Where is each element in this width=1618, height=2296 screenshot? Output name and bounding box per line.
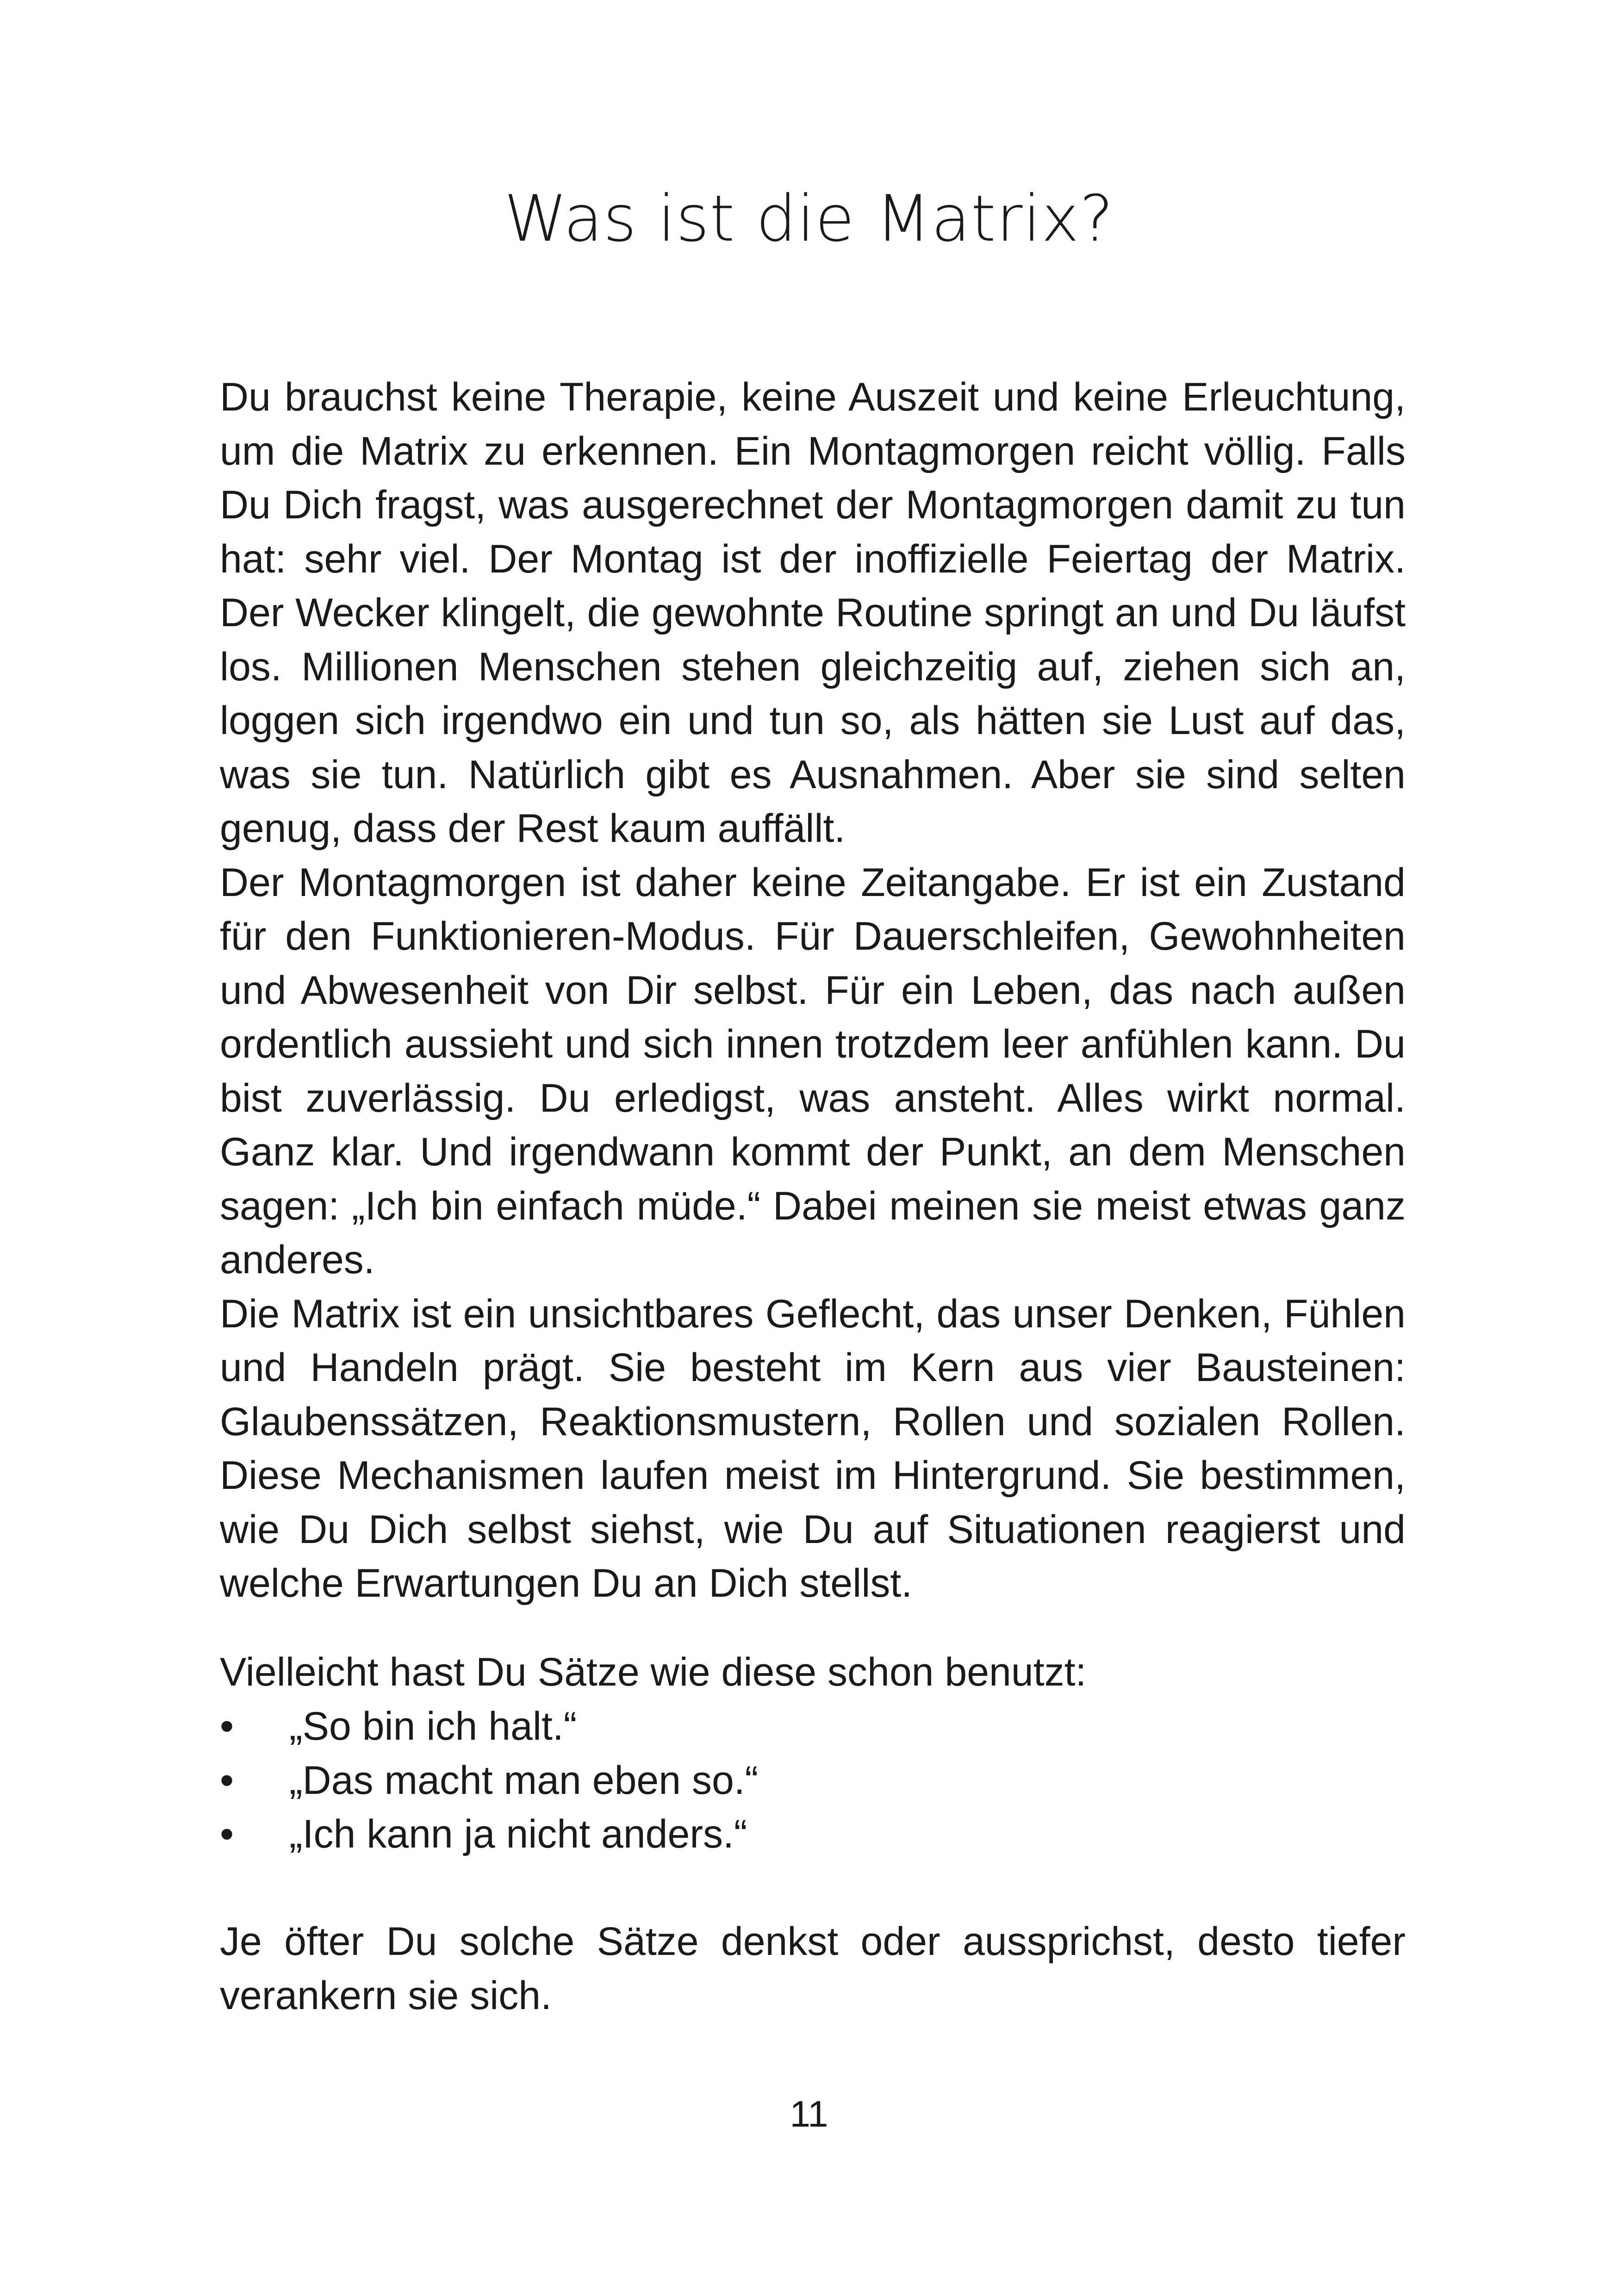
quote-text: „Ich kann ja nicht anders.“ — [289, 1812, 747, 1856]
chapter-title: Was ist die Matrix? — [504, 181, 1114, 256]
paragraph-matrix-definition: Die Matrix ist ein unsichtbares Geflecht, das unser Denken, Fühlen und Handeln prägt. Sie besteht im Kern aus vier Bausteinen: Glaubenssätzen, Reaktionsmustern, Rollen und sozialen Rollen. Diese Mechanismen laufen meist im Hintergrund. Sie bestimmen, wie Du Dich selbst siehst, wie Du auf Situationen reagierst und welche Erwartungen Du an Dich stellst. — [220, 1291, 1406, 1605]
bullet-icon: • — [220, 1758, 234, 1803]
quote-list — [220, 1699, 1406, 1861]
main-text-block — [220, 370, 1406, 1611]
list-item — [220, 1699, 1406, 1754]
bullet-icon: • — [220, 1704, 234, 1748]
bullet-icon: • — [220, 1812, 234, 1856]
page-number: 11 — [790, 2093, 828, 2134]
quote-text: „Das macht man eben so.“ — [289, 1758, 759, 1803]
paragraph-functioning-mode: Der Montagmorgen ist daher keine Zeitangabe. Er ist ein Zustand für den Funktionieren-Modus. Für Dauerschleifen, Gewohnheiten und Abwesenheit von Dir selbst. Für ein Leben, das nach außen ordentlich aussieht und sich innen trotzdem leer anfühlen kann. Du bist zuverlässig. Du erledigst, was ansteht. Alles wirkt normal. Ganz klar. Und irgendwann kommt der Punkt, an dem Menschen sagen: „Ich bin einfach müde.“ Dabei meinen sie meist etwas ganz anderes. — [220, 860, 1406, 1282]
list-item — [220, 1754, 1406, 1808]
closing-paragraph: Je öfter Du solche Sätze denkst oder aussprichst, desto tiefer verankern sie sich. — [220, 1919, 1406, 2018]
list-item — [220, 1807, 1406, 1861]
paragraph-monday-morning: Du brauchst keine Therapie, keine Auszeit und keine Erleuchtung, um die Matrix zu erkennen. Ein Montagmorgen reicht völlig. Falls Du Dich fragst, was ausgerechnet der Montagmorgen damit zu tun hat: sehr viel. Der Montag ist der inoffizielle Feiertag der Matrix. Der Wecker klingelt, die gewohnte Routine springt an und Du läufst los. Millionen Menschen stehen gleichzeitig auf, ziehen sich an, loggen sich irgendwo ein und tun so, als hätten sie Lust auf das, was sie tun. Natürlich gibt es Ausnahmen. Aber sie sind selten genug, dass der Rest kaum auffällt. — [220, 375, 1406, 851]
quote-text: „So bin ich halt.“ — [289, 1704, 577, 1748]
list-intro: Vielleicht hast Du Sätze wie diese schon benutzt: — [220, 1650, 1087, 1694]
